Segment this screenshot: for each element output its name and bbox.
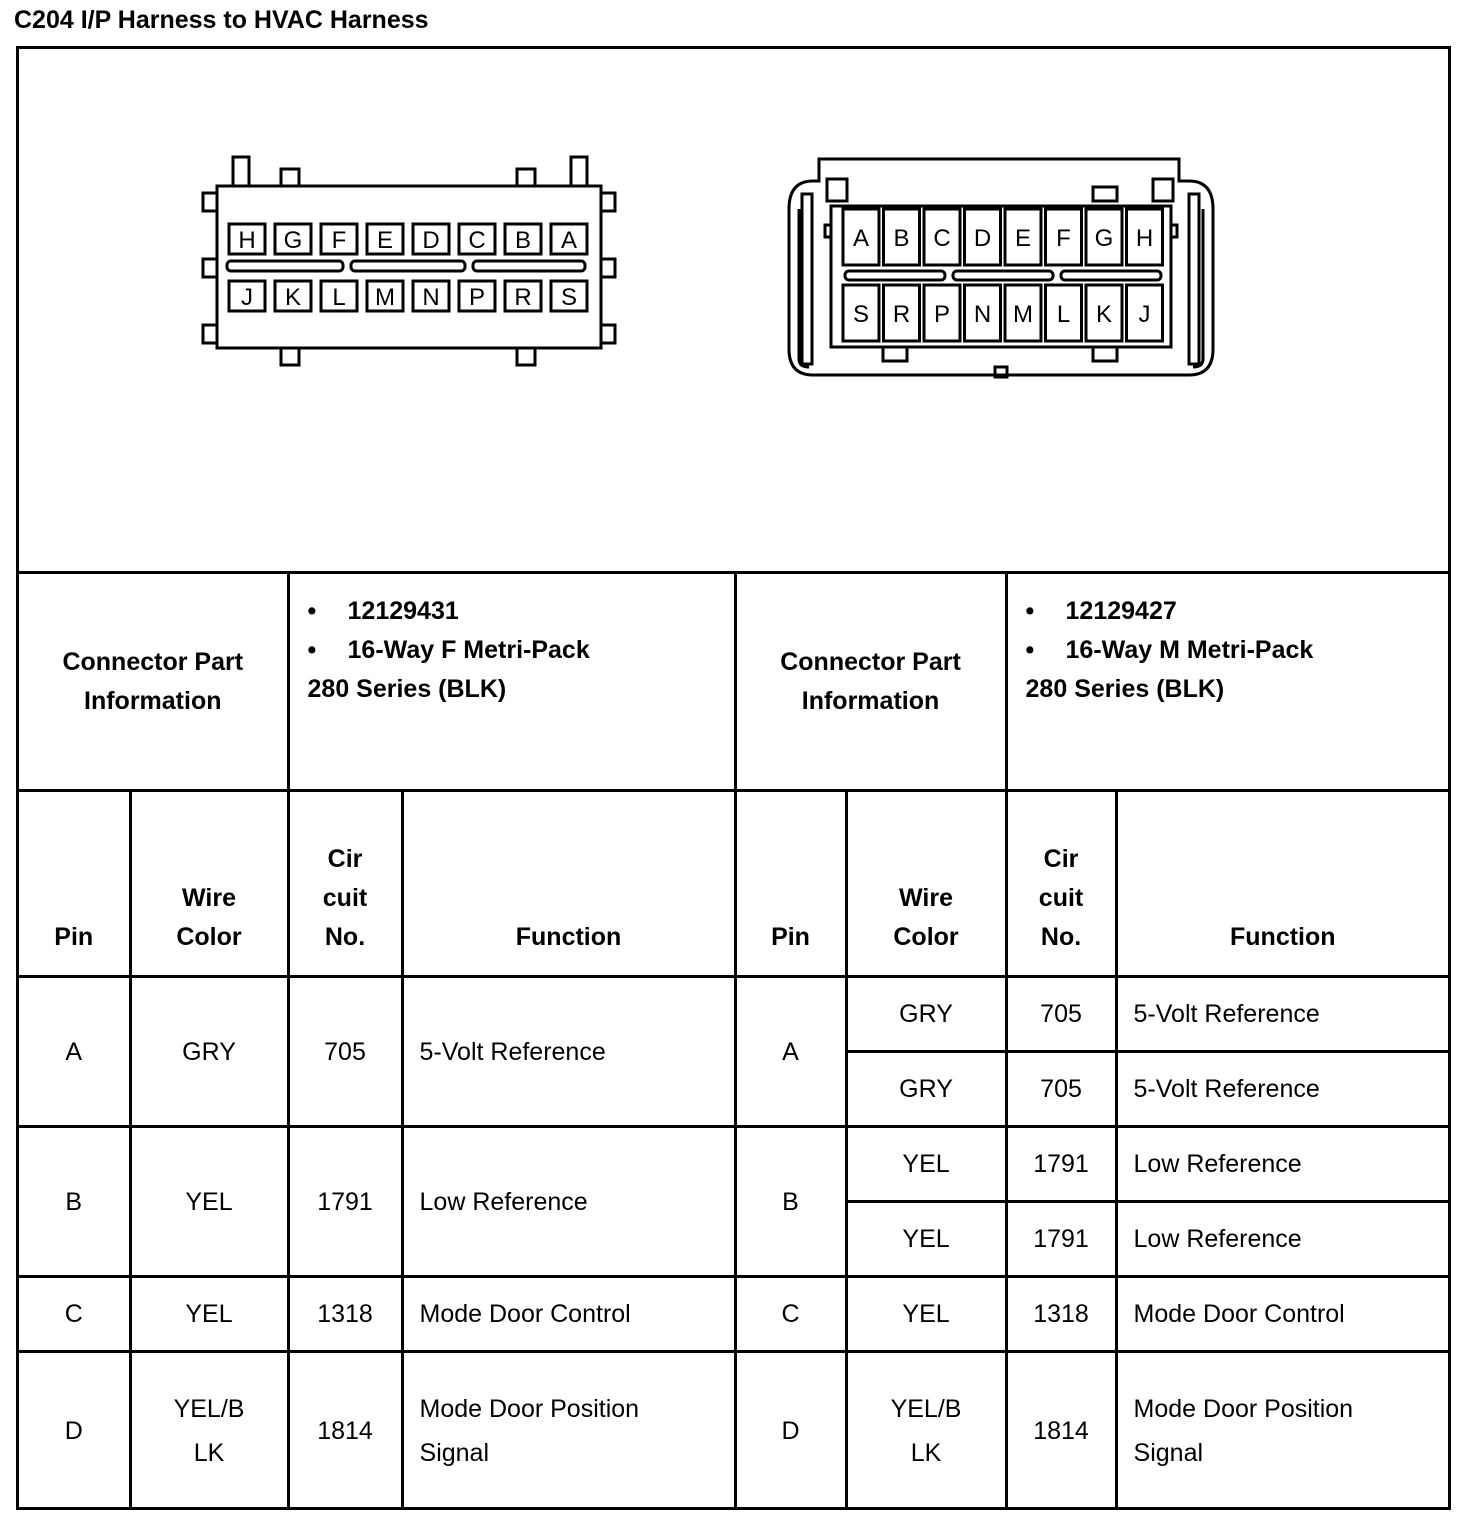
table-row (19, 977, 1448, 1052)
pin-cavity-b (505, 224, 541, 254)
table-header-row (19, 791, 1448, 977)
pin-label: S (852, 301, 870, 328)
function-cell: Mode Door Position Signal (402, 1352, 735, 1510)
pin-label: D (422, 227, 440, 254)
pinout-table (19, 571, 1448, 1510)
pin-cavity-g (275, 224, 311, 254)
wire-color-cell: GRY (846, 1052, 1006, 1127)
pin-label: F (331, 227, 347, 254)
pin-cavity-r (505, 281, 541, 311)
info-label-text: Connector Part Information (62, 647, 244, 715)
pin-cavity-a (843, 209, 879, 265)
wire-color-cell: YEL (130, 1277, 288, 1352)
pin-label: C (468, 227, 486, 254)
pin-cell: D (735, 1352, 846, 1510)
pin-cavity-d (413, 224, 449, 254)
circuit-cell: 1814 (288, 1352, 402, 1510)
pin-label: H (238, 227, 256, 254)
table-row (19, 1277, 1448, 1352)
pin-label: J (1138, 301, 1151, 328)
pin-cavity-f (321, 224, 357, 254)
part-series: 280 Series (BLK) (1025, 675, 1225, 703)
pin-cavity-m (1005, 285, 1041, 341)
pin-cavity-p (924, 285, 960, 341)
pin-label: G (283, 227, 303, 254)
pin-label: B (893, 225, 910, 252)
pin-label: D (973, 225, 992, 252)
male-top-row-cells (843, 209, 1163, 265)
male-bottom-row-cells (843, 285, 1163, 341)
pin-label: H (1135, 225, 1154, 252)
pin-cavity-j (229, 281, 265, 311)
header-wire-color: Wire Color (846, 791, 1006, 977)
female-top-row-cells (229, 224, 587, 254)
connector-part-info-label-right (735, 573, 1006, 791)
function-cell: 5-Volt Reference (1116, 977, 1448, 1052)
part-description: 16-Way M Metri-Pack (1065, 636, 1314, 664)
wire-color-cell: YEL (846, 1202, 1006, 1277)
pin-cavity-l (1046, 285, 1082, 341)
pin-label: K (1095, 301, 1113, 328)
header-function: Function (1116, 791, 1448, 977)
pin-label: P (933, 301, 951, 328)
pin-cavity-h (229, 224, 265, 254)
info-label-text: Connector Part Information (780, 647, 961, 715)
pin-cavity-a (551, 224, 587, 254)
pin-cavity-k (1086, 285, 1122, 341)
pin-cavity-c (459, 224, 495, 254)
pin-cavity-c (924, 209, 960, 265)
circuit-cell: 1318 (288, 1277, 402, 1352)
wire-color-cell: YEL (130, 1127, 288, 1277)
function-cell: 5-Volt Reference (402, 977, 735, 1127)
female-connector-drawing (203, 157, 615, 365)
pin-cavity-r (884, 285, 920, 341)
pin-cavity-n (965, 285, 1001, 341)
function-cell: Mode Door Position Signal (1116, 1352, 1448, 1510)
wire-color-cell: GRY (130, 977, 288, 1127)
function-cell: 5-Volt Reference (1116, 1052, 1448, 1127)
pin-cavity-m (367, 281, 403, 311)
pin-cavity-p (459, 281, 495, 311)
pin-cell: D (19, 1352, 130, 1510)
pin-label: K (284, 284, 302, 311)
pin-cell: B (19, 1127, 130, 1277)
pin-label: A (852, 225, 870, 252)
table-row (19, 1352, 1448, 1510)
pin-cavity-e (1005, 209, 1041, 265)
page-title: C204 I/P Harness to HVAC Harness (14, 6, 429, 34)
pin-cell: A (735, 977, 846, 1127)
pin-label: B (514, 227, 532, 254)
pin-cavity-e (367, 224, 403, 254)
circuit-cell: 1318 (1006, 1277, 1116, 1352)
connector-diagram-area (19, 49, 1448, 571)
pin-label: P (468, 284, 486, 311)
pin-cavity-f (1046, 209, 1082, 265)
pin-label: M (1013, 301, 1033, 328)
connector-part-info-right: • 12129427 • 16-Way M Metri-Pack 280 Series (BLK) (1006, 573, 1448, 791)
pin-cavity-j (1127, 285, 1163, 341)
pin-label: C (933, 225, 951, 252)
function-cell: Mode Door Control (1116, 1277, 1448, 1352)
connector-info-row (19, 573, 1448, 791)
pin-cavity-b (884, 209, 920, 265)
circuit-cell: 705 (1006, 977, 1116, 1052)
pin-label: F (1056, 225, 1071, 252)
connector-frame (16, 46, 1451, 1510)
pin-label: S (560, 284, 578, 311)
wire-color-cell: GRY (846, 977, 1006, 1052)
pin-label: N (422, 284, 440, 311)
connector-part-info-left: • 12129431 • 16-Way F Metri-Pack 280 Series (BLK) (288, 573, 735, 791)
pin-cell: A (19, 977, 130, 1127)
header-wire-color: Wire Color (130, 791, 288, 977)
pin-cell: B (735, 1127, 846, 1277)
function-cell: Low Reference (402, 1127, 735, 1277)
wire-color-cell: YEL (846, 1127, 1006, 1202)
connector-part-info-label-left (19, 573, 288, 791)
header-function: Function (402, 791, 735, 977)
wire-color-cell: YEL/B LK (130, 1352, 288, 1510)
pin-cavity-h (1127, 209, 1163, 265)
pin-label: R (514, 284, 532, 311)
pin-label: A (560, 227, 578, 254)
pin-label: E (1014, 225, 1032, 252)
pin-cavity-k (275, 281, 311, 311)
table-row (19, 1127, 1448, 1202)
function-cell: Mode Door Control (402, 1277, 735, 1352)
pin-label: E (376, 227, 394, 254)
circuit-cell: 705 (1006, 1052, 1116, 1127)
circuit-cell: 1791 (1006, 1127, 1116, 1202)
circuit-cell: 1791 (288, 1127, 402, 1277)
header-circuit-no: Cir cuit No. (288, 791, 402, 977)
wire-color-cell: YEL/B LK (846, 1352, 1006, 1510)
part-number: 12129427 (1065, 597, 1177, 625)
header-pin: Pin (19, 791, 130, 977)
header-pin: Pin (735, 791, 846, 977)
pin-label: N (973, 301, 992, 328)
female-bottom-row-cells (229, 281, 587, 311)
pin-label: G (1094, 225, 1114, 252)
wire-color-cell: YEL (846, 1277, 1006, 1352)
pin-cell: C (735, 1277, 846, 1352)
header-circuit-no: Cir cuit No. (1006, 791, 1116, 977)
pin-label: J (241, 284, 253, 311)
pin-cavity-s (843, 285, 879, 341)
pin-label: L (332, 284, 346, 311)
pin-cavity-g (1086, 209, 1122, 265)
pin-label: R (892, 301, 911, 328)
pin-cavity-l (321, 281, 357, 311)
function-cell: Low Reference (1116, 1202, 1448, 1277)
male-connector-drawing (789, 159, 1213, 377)
connector-drawings (19, 49, 1448, 571)
function-cell: Low Reference (1116, 1127, 1448, 1202)
pin-label: M (375, 284, 395, 311)
pin-cavity-d (965, 209, 1001, 265)
part-number: 12129431 (347, 597, 459, 625)
part-description: 16-Way F Metri-Pack (347, 636, 590, 664)
pin-cavity-n (413, 281, 449, 311)
circuit-cell: 1814 (1006, 1352, 1116, 1510)
pin-cell: C (19, 1277, 130, 1352)
part-series: 280 Series (BLK) (307, 675, 507, 703)
pin-label: L (1056, 301, 1071, 328)
circuit-cell: 1791 (1006, 1202, 1116, 1277)
circuit-cell: 705 (288, 977, 402, 1127)
pin-cavity-s (551, 281, 587, 311)
